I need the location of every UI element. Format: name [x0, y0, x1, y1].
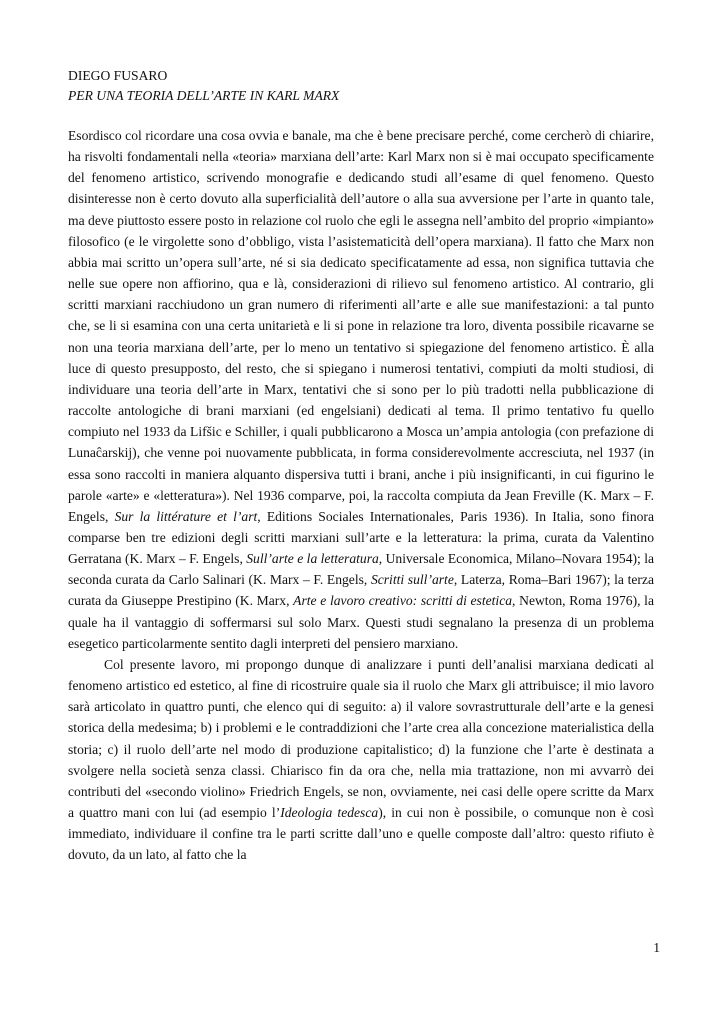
- spacer: [68, 106, 654, 125]
- document-title: PER UNA TEORIA DELL’ARTE IN KARL MARX: [68, 88, 340, 103]
- book-title-italic: Scritti sull’arte: [370, 572, 454, 588]
- paragraph-1-text: , Laterza, Roma–Bari 1967); la terza curata da Giuseppe Prestipino (K. Marx,: [68, 572, 654, 609]
- paragraph-1-text: , Universale Economica, Milano–Novara 1954); la seconda curata da Carlo Salinari (K. Marx – F. Engels,: [68, 551, 655, 588]
- paragraph-2-text: ), in cui non è possibile, o comunque non è così immediato, individuare il confine tra le parti scritte dall’uno e quelle composte dall’altro: questo rifiuto è dovuto, da un lato, al fatto che la: [68, 805, 655, 863]
- author-name: DIEGO FUSARO: [68, 68, 168, 83]
- paragraph-1-text: , Newton, Roma 1976), la quale ha il vantaggio di soffermarsi sul solo Marx. Questi studi segnalano la presenza di un problema esegetico particolarmente sentito dagli interpreti del pensiero marxiano.: [68, 593, 654, 651]
- document-page: [68, 66, 654, 865]
- book-title-italic: Sur la littérature et l’art: [114, 508, 258, 524]
- paragraph-2: [68, 654, 654, 866]
- page-number: 1: [653, 940, 660, 955]
- book-title-italic: Ideologia tedesca: [280, 805, 379, 820]
- paragraph-1: [68, 125, 654, 654]
- book-title-italic: Arte e lavoro creativo: scritti di estetica: [293, 593, 513, 609]
- paragraph-1-text: , Editions Sociales Internationales, Paris 1936). In Italia, sono finora comparse ben tre edizioni degli scritti marxiani sull’arte e la letteratura: la prima, curata da Valentino Gerratana (K. Marx – F. Engels,: [68, 508, 654, 567]
- book-title-italic: Sull’arte e la letteratura: [246, 551, 379, 567]
- paragraph-1-text: Esordisco col ricordare una cosa ovvia e banale, ma che è bene precisare perché, come cercherò di chiarire, ha risvolti fondamentali nella «teoria» marxiana dell’arte: Karl Marx non si è mai occupato specificamente del fenomeno artistico, scrivendo monografie e dedicando studi all’esame di quel fenomeno. Questo disinteresse non è certo dovuto alla superficialità dell’autore o alla sua avversione per l’arte in quanto tale, ma deve piuttosto essere posto in relazione col ruolo che egli le assegna nell’ambito del proprio «impianto» filosofico (e le virgolette sono d’obbligo, vista l’asistematicità dell’opera marxiana). Il fatto che Marx non abbia mai scritto un’opera sull’arte, né si sia dedicato specificatamente ad essa, non significa tuttavia che nelle sue opere non affiorino, qua e là, considerazioni di rilievo sul fenomeno artistico. Al contrario, gli scritti marxiani racchiudono un gran numero di riferimenti all’arte e alle sue manifestazioni: a tal punto che, se li si esamina con una certa unitarietà e li si pone in relazione tra loro, diventa possibile ricavarne se non una teoria marxiana dell’arte, per lo meno un tentativo si spiegazione del fenomeno artistico. È alla luce di questo presupposto, del resto, che si spiegano i numerosi tentativi, compiuti da molti studiosi, di individuare una teoria dell’arte in Marx, tentativi che si sono per lo più tradotti nella pubblicazione di raccolte antologiche di brani marxiani (ed engelsiani) dedicati al tema. Il primo tentativo fu quello compiuto nel 1933 da Lifšic e Schiller, i quali pubblicarono a Mosca un’ampia antologia (con prefazione di Lunaĉarskij), che venne poi nuovamente pubblicata, in forma considerevolmente accresciuta, nel 1937 (in essa sono raccolti in maniera alquanto dispersiva tutti i brani, anche i più insignificanti, in cui figurino le parole «arte» e «letteratura»). Nel 1936 comparve, poi, la raccolta compiuta da Jean Freville (K. Marx – F. Engels,: [68, 128, 654, 524]
- paragraph-2-text: Col presente lavoro, mi propongo dunque di analizzare i punti dell’analisi marxiana dedicati al fenomeno artistico ed estetico, al fine di ricostruire quale sia il ruolo che Marx gli attribuisce; il mio lavoro sarà articolato in quattro punti, che elenco qui di seguito: a) il valore sovrastrutturale dell’arte e la genesi storica della medesima; b) i problemi e le contraddizioni che l’arte crea alla concezione materialistica della storia; c) il ruolo dell’arte nel modo di produzione capitalistico; d) la funzione che l’arte è destinata a svolgere nella società senza classi. Chiarisco fin da ora che, nella mia trattazione, non mi avvarrò dei contributi del «secondo violino» Friedrich Engels, se non, ovviamente, nei casi delle opere scritte da Marx a quattro mani con lui (ad esempio l’: [68, 656, 654, 820]
